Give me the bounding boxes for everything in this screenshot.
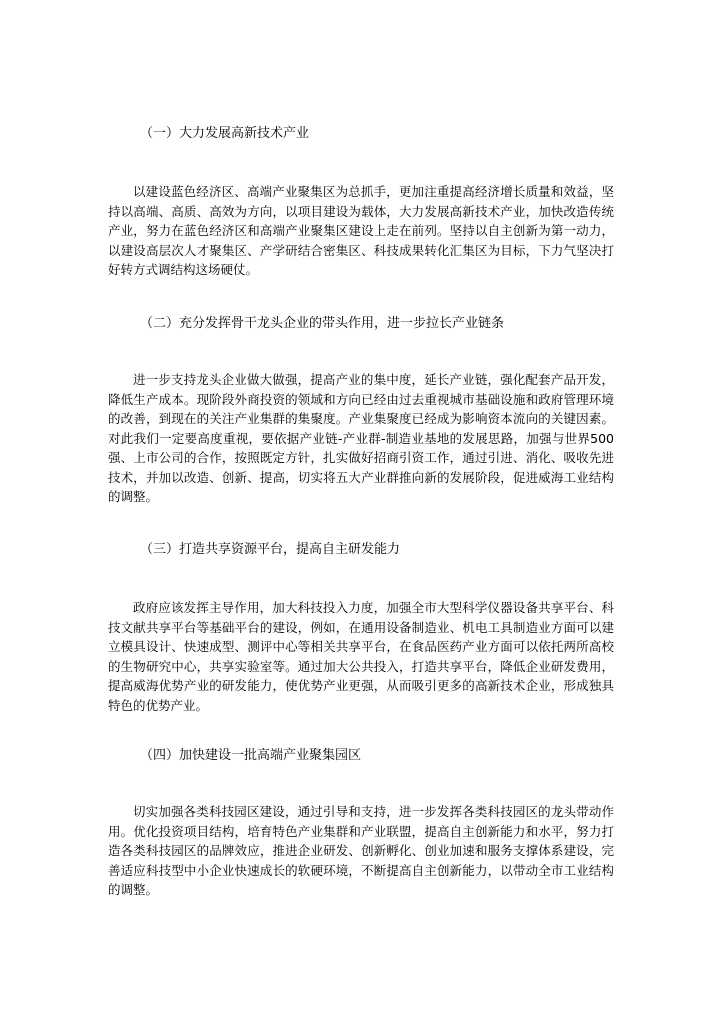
section-4-paragraph: 切实加强各类科技园区建设，通过引导和支持，进一步发挥各类科技园区的龙头带动作用。优化投资项目结构，培育特色产业集群和产业联盟，提高自主创新能力和水平，努力打造各类科技园区的品牌效应，推进企业研发、创新孵化、创业加速和服务支撑体系建设，完善适应科技型中小企业快速成长的软硬环境，不断提高自主创新能力，以带动全市工业结构的调整。: [108, 804, 614, 897]
section-3-paragraph: 政府应该发挥主导作用，加大科技投入力度，加强全市大型科学仪器设备共享平台、科技文献共享平台等基础平台的建设，例如，在通用设备制造业、机电工具制造业方面可以建立模具设计、快速成型、测评中心等相关共享平台，在食品医药产业方面可以依托两所高校的生物研究中心，共享实验室等。通过加大公共投入，打造共享平台，降低企业研发费用，提高威海优势产业的研发能力，使优势产业更强，从而吸引更多的高新技术企业，形成独具特色的优势产业。: [108, 600, 614, 713]
section-1-heading: （一）大力发展高新技术产业: [140, 126, 310, 141]
section-1-paragraph: 以建设蓝色经济区、高端产业聚集区为总抓手，更加注重提高经济增长质量和效益，坚持以高端、高质、高效为方向，以项目建设为载体，大力发展高新技术产业，加快改造传统产业，努力在蓝色经济区和高端产业聚集区建设上走在前列。坚持以自主创新为第一动力，以建设高层次人才聚集区、产学研结合密集区、科技成果转化汇集区为目标，下力气坚决打好转方式调结构这场硬仗。: [108, 184, 614, 277]
section-4-heading: （四）加快建设一批高端产业聚集园区: [140, 748, 362, 763]
section-3-heading: （三）打造共享资源平台，提高自主研发能力: [140, 542, 401, 557]
section-2-paragraph: 进一步支持龙头企业做大做强，提高产业的集中度，延长产业链，强化配套产品开发，降低生产成本。现阶段外商投资的领域和方向已经由过去重视城市基础设施和政府管理环境的改善，到现在的关注产业集群的集聚度。产业集聚度已经成为影响资本流向的关键因素。对此我们一定要高度重视，要依据产业链-产业群-制造业基地的发展思路，加强与世界500强、上市公司的合作，按照既定方针，扎实做好招商引资工作，通过引进、消化、吸收先进技术，并加以改造、创新、提高，切实将五大产业群推向新的发展阶段，促进威海工业结构的调整。: [108, 372, 614, 504]
section-2-heading: （二）充分发挥骨干龙头企业的带头作用，进一步拉长产业链条: [140, 316, 505, 331]
